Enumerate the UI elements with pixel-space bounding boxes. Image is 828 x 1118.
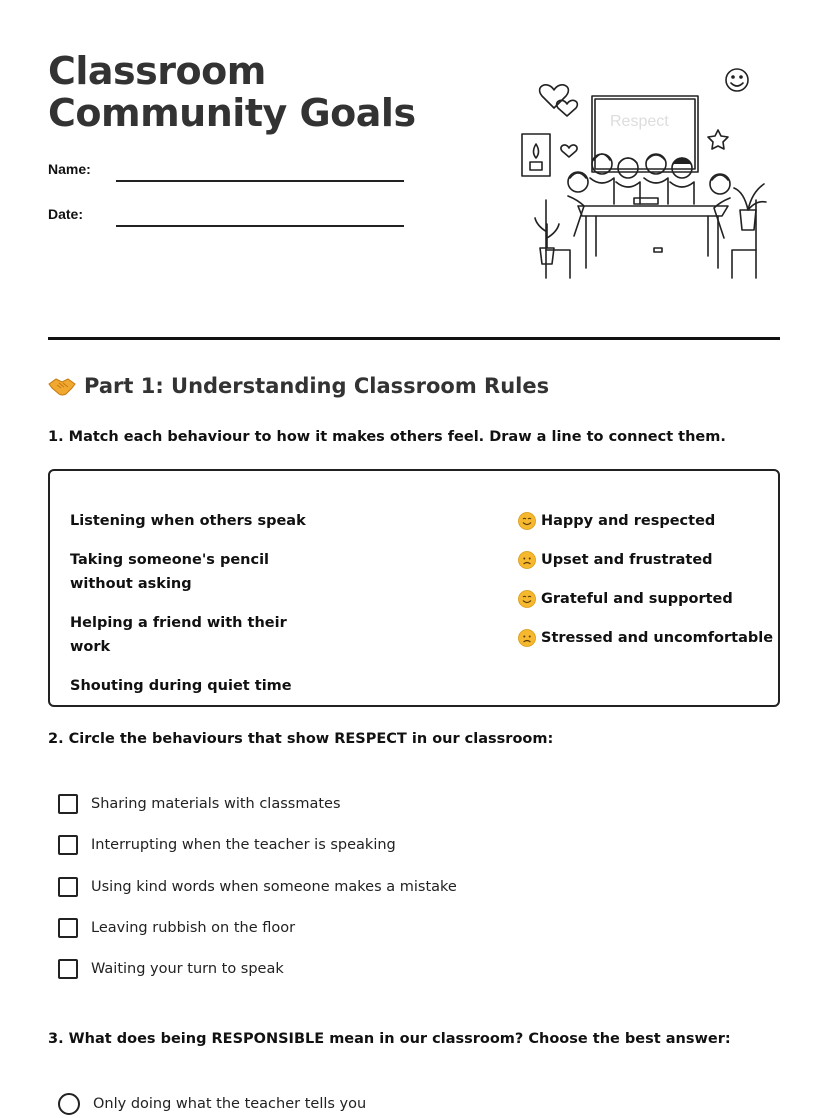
smiley-icon (726, 69, 748, 91)
respect-option[interactable] (58, 959, 284, 979)
handshake-icon (48, 375, 76, 397)
option-label: Leaving rubbish on the floor (91, 920, 296, 936)
feeling-label: Grateful and supported (541, 591, 733, 607)
matching-box (48, 469, 780, 707)
option-label: Sharing materials with classmates (91, 796, 341, 812)
feeling-item[interactable] (518, 548, 773, 572)
responsible-option[interactable] (58, 1093, 366, 1115)
respect-option[interactable] (58, 794, 341, 814)
worried-face-icon (518, 551, 536, 569)
worried-face-icon (518, 629, 536, 647)
heart-icon (561, 145, 577, 157)
section-divider (48, 337, 780, 340)
feeling-label: Stressed and uncomfortable (541, 630, 774, 646)
respect-option[interactable] (58, 835, 396, 855)
smiling-face-icon (518, 590, 536, 608)
behaviour-list (70, 509, 330, 713)
feeling-list (518, 509, 773, 665)
smiling-face-icon (518, 512, 536, 530)
board-text: Respect (610, 113, 669, 130)
part1-title: Part 1: Understanding Classroom Rules (84, 374, 550, 398)
date-field[interactable] (116, 225, 404, 227)
option-label: Waiting your turn to speak (91, 961, 284, 977)
option-label: Using kind words when someone makes a mistake (91, 879, 457, 895)
feeling-item[interactable] (518, 509, 773, 533)
checkbox[interactable] (58, 918, 78, 938)
star-icon (708, 130, 728, 149)
radio-button[interactable] (58, 1093, 80, 1115)
respect-option[interactable] (58, 918, 295, 938)
checkbox[interactable] (58, 959, 78, 979)
option-label: Only doing what the teacher tells you (93, 1096, 367, 1112)
name-label: Name: (48, 161, 91, 177)
behaviour-item[interactable]: Helping a friend with their work (70, 615, 287, 655)
option-label: Interrupting when the teacher is speaking (91, 837, 396, 853)
page-title: Classroom Community Goals (48, 49, 416, 135)
question-3-prompt: 3. What does being RESPONSIBLE mean in our classroom? Choose the best answer: (48, 1031, 731, 1047)
feeling-label: Upset and frustrated (541, 552, 713, 568)
part1-heading (48, 374, 549, 398)
heart-icon (540, 85, 569, 108)
question-1-prompt: 1. Match each behaviour to how it makes others feel. Draw a line to connect them. (48, 429, 726, 445)
feeling-item[interactable] (518, 587, 773, 611)
checkbox[interactable] (58, 794, 78, 814)
behaviour-item[interactable]: Taking someone's pencil without asking (70, 552, 270, 592)
behaviour-item[interactable]: Listening when others speak (70, 513, 306, 529)
checkbox[interactable] (58, 835, 78, 855)
name-field[interactable] (116, 180, 404, 182)
question-2-prompt: 2. Circle the behaviours that show RESPECT in our classroom: (48, 731, 554, 747)
date-label: Date: (48, 206, 84, 222)
feeling-label: Happy and respected (541, 513, 716, 529)
behaviour-item[interactable]: Shouting during quiet time (70, 678, 292, 694)
respect-option[interactable] (58, 877, 457, 897)
feeling-item[interactable] (518, 626, 773, 650)
classroom-illustration (516, 60, 780, 282)
checkbox[interactable] (58, 877, 78, 897)
